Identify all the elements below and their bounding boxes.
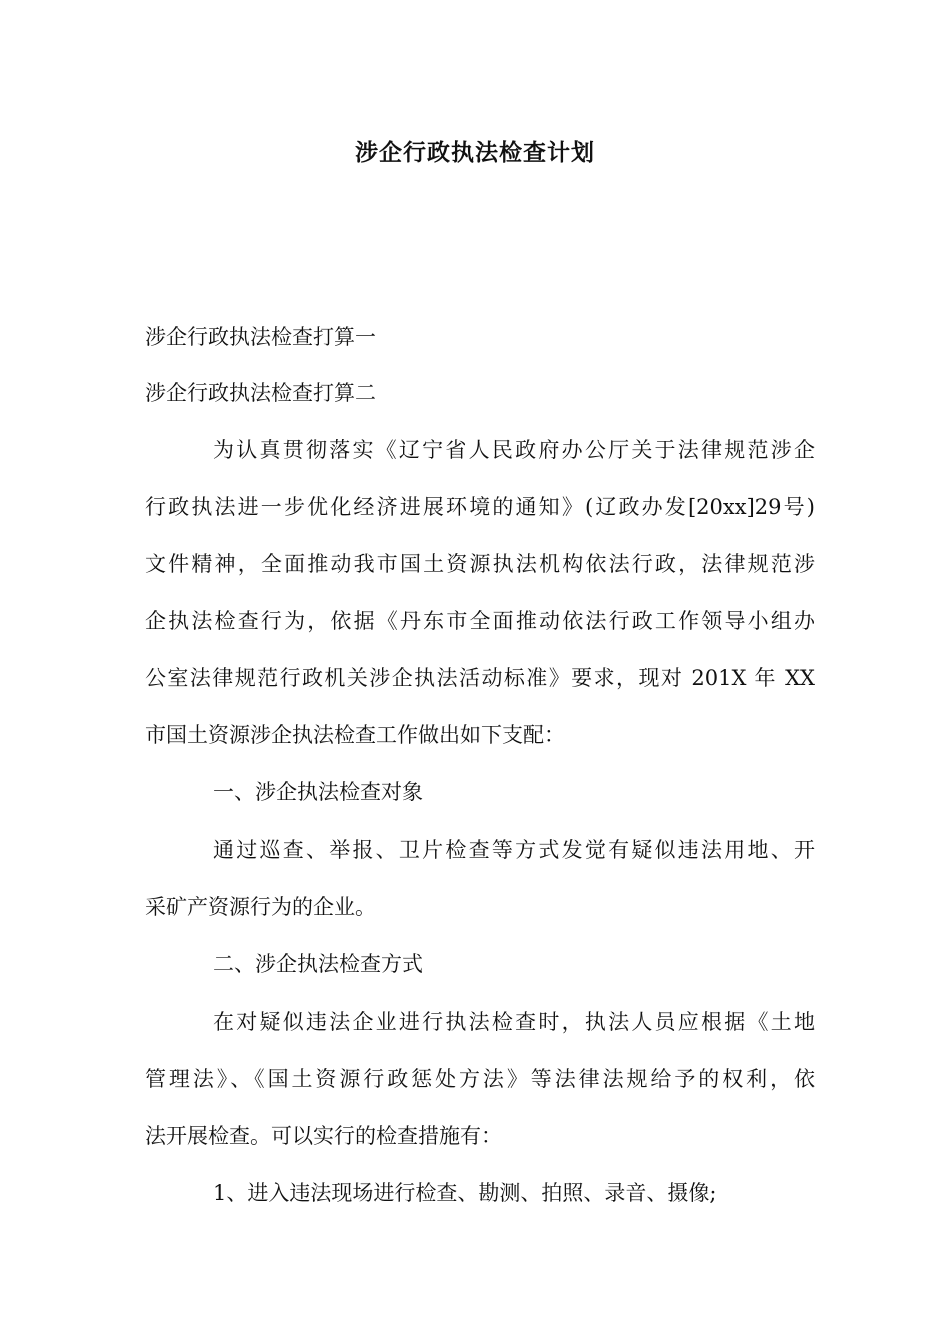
- paragraph-line: 法开展检查。可以实行的检查措施有：: [145, 1124, 502, 1148]
- heading-plan-two: 涉企行政执法检查打算二: [145, 381, 376, 405]
- section-heading-methods: 二、涉企执法检查方式: [213, 952, 423, 976]
- paragraph-line: 公室法律规范行政机关涉企执法活动标准》要求，现对 201X 年 XX: [145, 666, 815, 690]
- paragraph-line: 为认真贯彻落实《辽宁省人民政府办公厅关于法律规范涉企: [213, 438, 815, 462]
- section-heading-targets: 一、涉企执法检查对象: [213, 780, 423, 804]
- document-title: 涉企行政执法检查计划: [355, 140, 595, 166]
- paragraph-line: 文件精神，全面推动我市国土资源执法机构依法行政，法律规范涉: [145, 552, 815, 576]
- paragraph-line: 通过巡查、举报、卫片检查等方式发觉有疑似违法用地、开: [213, 838, 815, 862]
- paragraph-line: 采矿产资源行为的企业。: [145, 895, 376, 919]
- list-item: 1、进入违法现场进行检查、勘测、拍照、录音、摄像;: [213, 1181, 717, 1205]
- paragraph-line: 市国土资源涉企执法检查工作做出如下支配：: [145, 723, 565, 747]
- paragraph-line: 行政执法进一步优化经济进展环境的通知》(辽政办发[20xx]29号): [145, 495, 815, 519]
- paragraph-line: 管理法》、《国土资源行政惩处方法》等法律法规给予的权利，依: [145, 1067, 815, 1091]
- paragraph-line: 在对疑似违法企业进行执法检查时，执法人员应根据《土地: [213, 1010, 815, 1034]
- heading-plan-one: 涉企行政执法检查打算一: [145, 325, 376, 349]
- paragraph-line: 企执法检查行为，依据《丹东市全面推动依法行政工作领导小组办: [145, 609, 815, 633]
